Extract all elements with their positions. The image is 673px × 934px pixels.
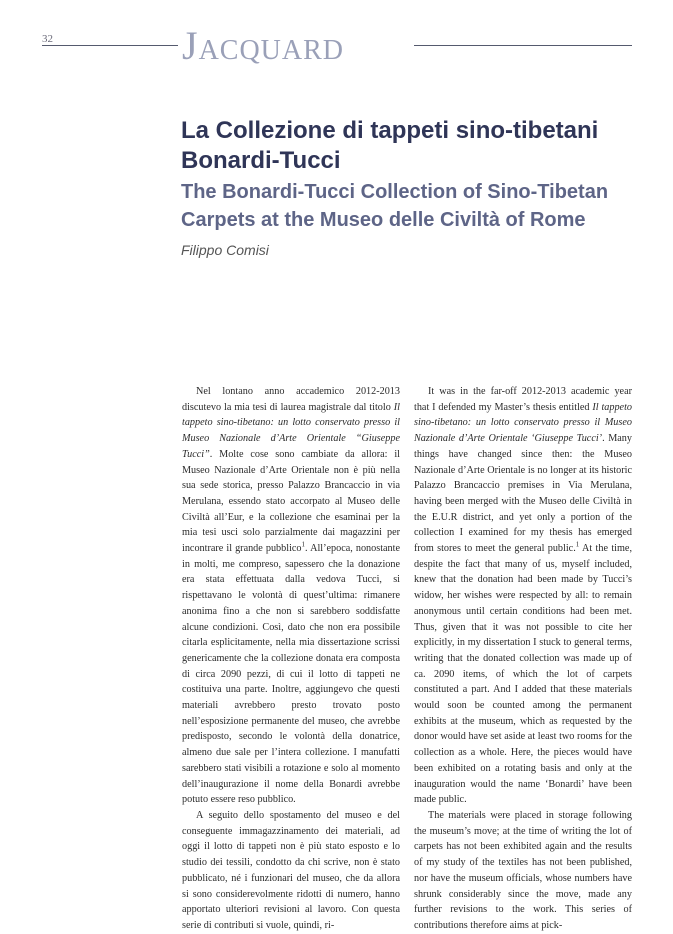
text-run: . Molte cose sono cambiate da allora: il Museo Nazionale d’Arte Orientale non è più nella sua sede storica, presso Palazzo Brancaccio in via Merulana, essendo stato accorpato al Museo delle Civiltà all’Eur, e la collezione che esaminai per la mia tesi usci solo parzialmente dai magazzini per incontrare il grande pubblico: [182, 448, 400, 555]
title-english: The Bonardi-Tucci Collection of Sino-Tibetan Carpets at the Museo delle Civiltà of Rome: [181, 181, 609, 231]
text-run: At the time, despite the fact that many of us, myself included, knew that the donation had been made by Tucci’s widow, her wishes were respected by all: to remain anonymous until certain conditions had been met. Thus, given that it was not possible to cite her explicitly, in my dissertation I stuck to general terms, writing that the donated collection was made up of ca. 2090 items, of which the lot of carpets constituted a part. And I added that these materials would soon be counted among the permanent exhibits at the museum, which as requested by the donor would have set aside at least two rooms for the collection as a whole. Here, the pieces would have been exhibited on a rotating basis and only at the inauguration would the name ‘Bonardi’ have been made public.: [414, 543, 632, 806]
footnote-ref: 1: [575, 540, 580, 549]
header-rule-left: [42, 45, 178, 46]
paragraph: A seguito dello spostamento del museo e del conseguente immagazzinamento dei materiali, ad oggi il lotto di tappeti non è più stato esposto e lo studio dei tessili, condotto da chi scrive, non è stato pubblicato, né i funzionari del museo, che da allora si sono considerevolmente ridotti di numero, hanno apportato ulteriori revisioni al lavoro. Con questa serie di contributi si vuole, quindi, ri-: [182, 809, 400, 931]
column-italian: [182, 384, 400, 934]
text-run: . All’epoca, nonostante in molti, me compreso, sapessero che la donazione era stata effettuata dalla vedova Tucci, si rispettavano le volontà di quest’ultima: rimanere anonima fino a che non si sarebbero soddisfatte alcune condizioni. Così, dato che non era possibile citarla esplicitamente, nella mia dissertazione scrissi genericamente che la collezione donata era composta di circa 2090 pezzi, di cui il lotto di tappeti ne costituiva una parte. Inoltre, aggiungevo che questi materiali avrebbero presto trovato posto nell’esposizione permanente del museo, che avrebbe predisposto, secondo le volontà della donatrice, almeno due sale per l’intera collezione. I manufatti sarebbero stati visibili a rotazione e solo al momento dell’inaugurazione il nome della Bonardi avrebbe potuto essere reso pubblico.: [182, 543, 400, 806]
text-run: Nel lontano anno accademico 2012-2013 discutevo la mia tesi di laurea magistrale dal titolo: [182, 386, 400, 413]
page-number: 32: [42, 33, 53, 45]
article-heading: [181, 116, 651, 258]
footnote-ref: 1: [301, 540, 306, 549]
column-english: [414, 384, 632, 934]
paragraph: The materials were placed in storage following the museum’s move; at the time of writing the lot of carpets has not been exhibited again and the results of my study of the textiles has not been published, nor have the museum officials, whose numbers have shrunk considerably since the move, made any further revisions to the work. This series of contributions therefore aims at pick-: [414, 809, 632, 931]
author: Filippo Comisi: [181, 242, 269, 258]
running-title: Jacquard: [182, 23, 345, 68]
paragraph: [414, 384, 632, 808]
thesis-title: Il tappeto sino-tibetano: un lotto conservato presso il Museo Nazionale d’Arte Orientale “Giuseppe Tucci”: [182, 401, 400, 460]
text-run: It was in the far-off 2012-2013 academic year that I defended my Master’s thesis entitled: [414, 386, 632, 413]
paragraph: [182, 384, 400, 808]
text-run: . Many things have changed since then: the Museo Nazionale d’Arte Orientale is no longer at its historic Palazzo Brancaccio premises in Via Merulana, having been merged with the Museo delle Civiltà in the E.U.R district, and yet only a portion of the collection I examined for my thesis has emerged from stores to meet the general public.: [414, 433, 632, 555]
header-rule-right: [414, 45, 632, 46]
title-italian: La Collezione di tappeti sino-tibetani Bonardi-Tucci: [181, 117, 599, 174]
thesis-title: Il tappeto sino-tibetano: un lotto conservato presso il Museo Nazionale d’Arte Orientale ‘Giuseppe Tucci’: [414, 401, 632, 445]
